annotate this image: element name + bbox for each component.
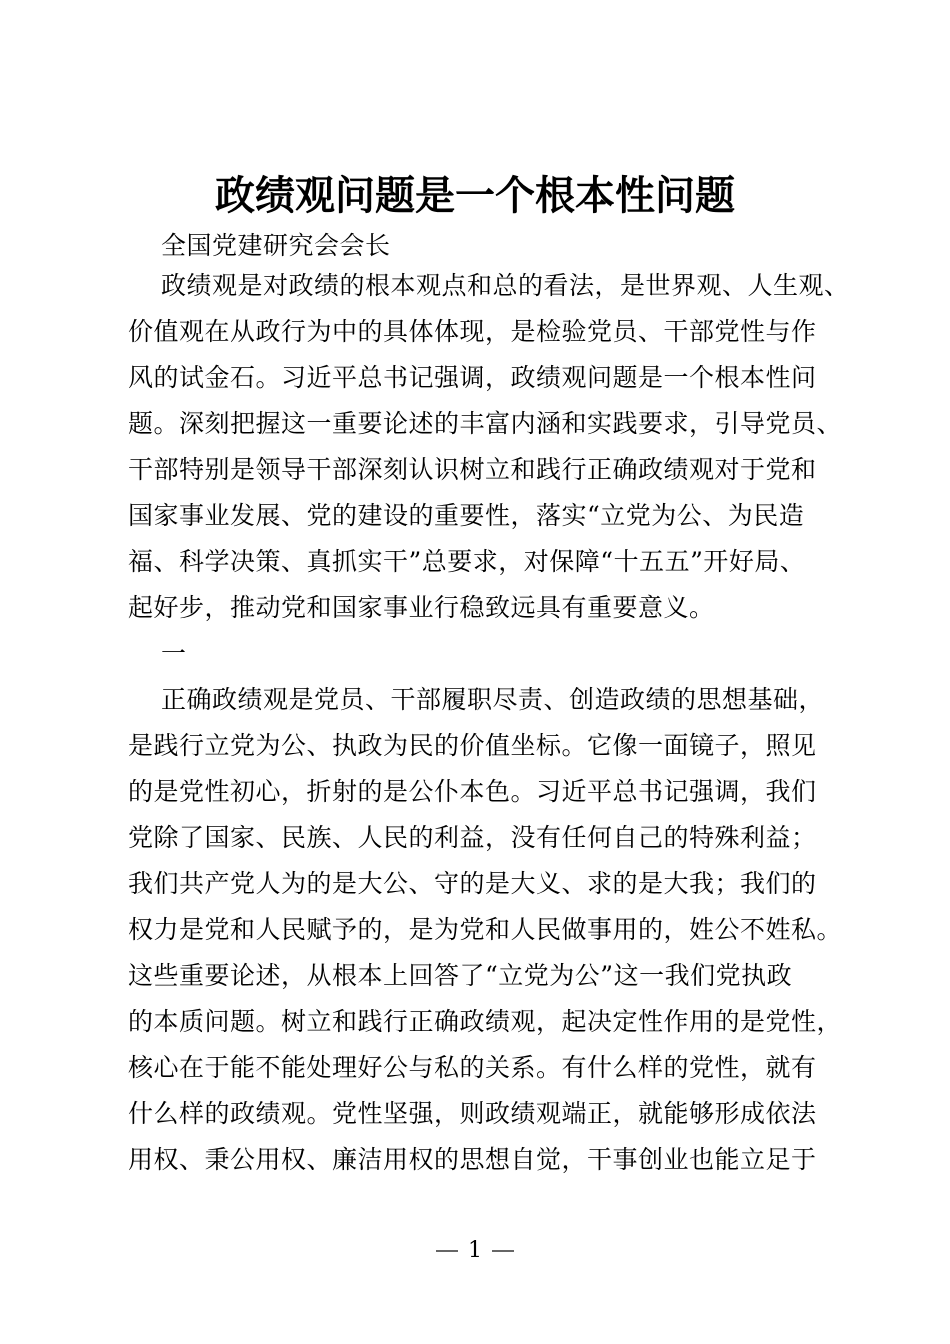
paragraph-line: 我们共产党人为的是大公、守的是大义、求的是大我；我们的 [128,869,817,898]
paragraph-line: 核心在于能不能处理好公与私的关系。有什么样的党性，就有 [128,1053,817,1082]
footer-dash-right [492,1250,514,1252]
paragraph-line: 权力是党和人民赋予的，是为党和人民做事用的，姓公不姓私。 [128,915,843,944]
paragraph-line: 的本质问题。树立和践行正确政绩观，起决定性作用的是党性， [128,1007,843,1036]
paragraph-line: 题。深刻把握这一重要论述的丰富内涵和实践要求，引导党员、 [128,409,843,438]
footer-dash-left [436,1250,458,1252]
author-line: 全国党建研究会会长 [161,231,391,260]
paragraph-line: 的是党性初心，折射的是公仆本色。习近平总书记强调，我们 [128,777,817,806]
page-footer [0,1236,950,1266]
paragraph-line: 价值观在从政行为中的具体体现，是检验党员、干部党性与作 [128,317,817,346]
paragraph-line: 政绩观是对政绩的根本观点和总的看法，是世界观、人生观、 [161,271,850,300]
paragraph-line: 用权、秉公用权、廉洁用权的思想自觉，干事创业也能立足于 [128,1145,817,1174]
document-title: 政绩观问题是一个根本性问题 [215,173,735,219]
paragraph-line: 干部特别是领导干部深刻认识树立和践行正确政绩观对于党和 [128,455,817,484]
paragraph-line: 正确政绩观是党员、干部履职尽责、创造政绩的思想基础， [161,685,825,714]
paragraph-line: 党除了国家、民族、人民的利益，没有任何自己的特殊利益； [128,823,817,852]
paragraph-line: 风的试金石。习近平总书记强调，政绩观问题是一个根本性问 [128,363,817,392]
paragraph-line: 起好步，推动党和国家事业行稳致远具有重要意义。 [128,593,715,622]
section-marker: 一 [161,639,187,668]
paragraph-line: 这些重要论述，从根本上回答了“立党为公”这一我们党执政 [128,961,793,990]
paragraph-line: 什么样的政绩观。党性坚强，则政绩观端正，就能够形成依法 [128,1099,817,1128]
paragraph-line: 福、科学决策、真抓实干”总要求，对保障“十五五”开好局、 [128,547,806,576]
paragraph-line: 是践行立党为公、执政为民的价值坐标。它像一面镜子，照见 [128,731,817,760]
page-number: 1 [468,1238,482,1263]
paragraph-line: 国家事业发展、党的建设的重要性，落实“立党为公、为民造 [128,501,805,530]
